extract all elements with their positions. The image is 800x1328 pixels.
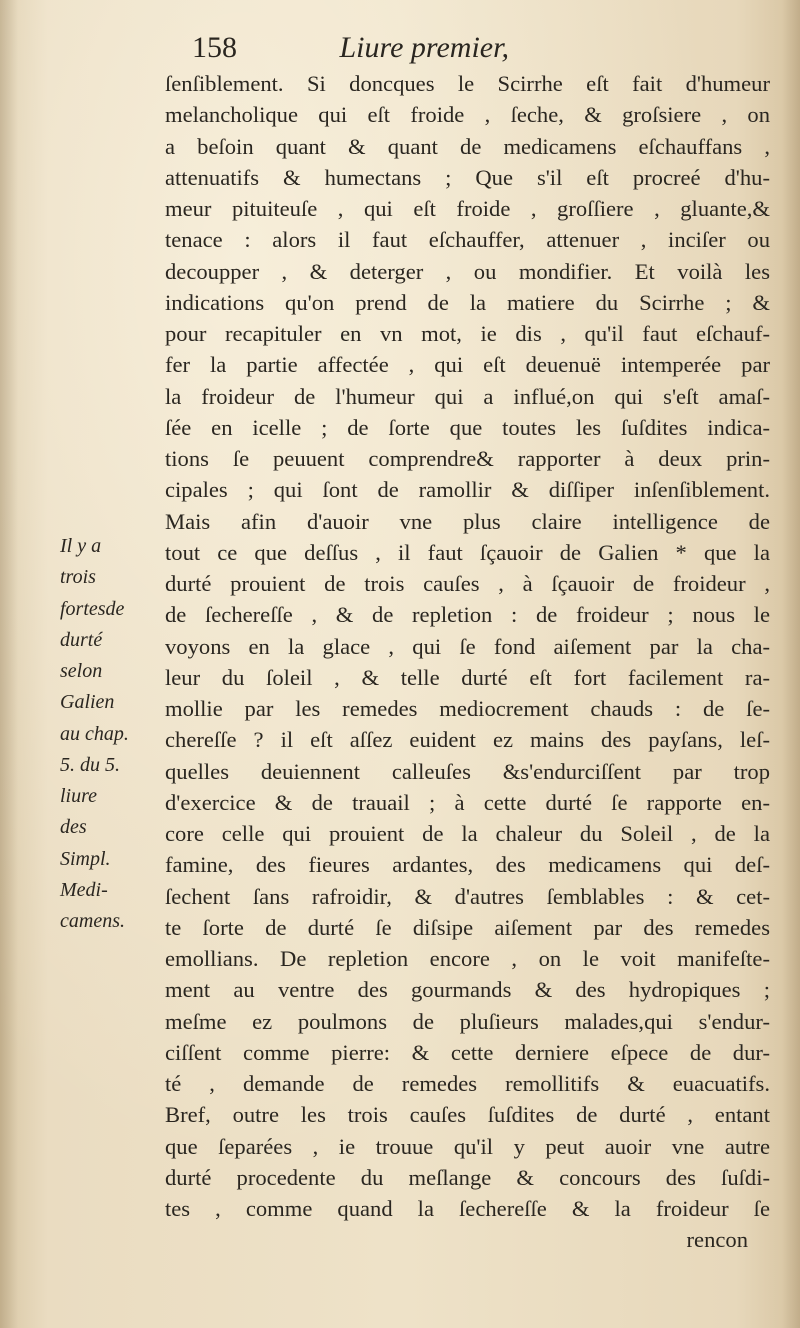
- text-line: voyons en la glace , qui ſe fond aiſement par la cha-: [165, 633, 770, 659]
- text-line: de ſechereſſe , & de repletion : de froideur ; nous le: [165, 602, 770, 628]
- margin-note-line: trois: [60, 566, 96, 589]
- margin-note-line: Galien: [60, 691, 115, 714]
- text-line: té , demande de remedes remollitifs & euacuatifs.: [165, 1071, 770, 1096]
- text-line: Mais afin d'auoir vne plus claire intelligence de: [165, 508, 770, 534]
- text-line: meur pituiteuſe , qui eſt froide , groſſiere , gluante,&: [165, 196, 770, 221]
- text-line: fer la partie affectée , qui eſt deuenuë intemperée par: [165, 352, 770, 378]
- text-line: ſenſiblement. Si doncques le Scirrhe eſt fait d'humeur: [165, 71, 770, 96]
- text-line: durté procedente du meſlange & concours des ſuſdi-: [165, 1164, 770, 1190]
- margin-note-line: 5. du 5.: [60, 753, 120, 776]
- text-line: tes , comme quand la ſechereſſe & la froideur ſe: [165, 1196, 770, 1221]
- text-line: te ſorte de durté ſe diſsipe aiſement par des remedes: [165, 914, 770, 940]
- text-line: leur du ſoleil , & telle durté eſt fort facilement ra-: [165, 664, 770, 690]
- body-text: [165, 68, 770, 1256]
- page-number: 158: [192, 31, 237, 64]
- text-line: indications qu'on prend de la matiere du Scirrhe ; &: [165, 289, 770, 315]
- text-line: attenuatifs & humectans ; Que s'il eſt procreé d'hu-: [165, 164, 770, 190]
- text-line: pour recapituler en vn mot, ie dis , qu'il faut eſchauf-: [165, 321, 770, 346]
- text-line: emollians. De repletion encore , on le voit manifeſte-: [165, 946, 770, 971]
- text-line: d'exercice & de trauail ; à cette durté ſe rapporte en-: [165, 789, 770, 815]
- text-line: famine, des fieures ardantes, des medicamens qui deſ-: [165, 852, 770, 878]
- text-line: ſechent ſans rafroidir, & d'autres ſemblables : & cet-: [165, 883, 770, 909]
- text-line: ment au ventre des gourmands & des hydropiques ;: [165, 977, 770, 1003]
- page-edge-shadow-right: [782, 0, 800, 1328]
- margin-note-line: camens.: [60, 910, 125, 932]
- text-line: tions ſe peuuent comprendre& rapporter à deux prin-: [165, 446, 770, 471]
- text-line: core celle qui prouient de la chaleur du Soleil , de la: [165, 821, 770, 846]
- margin-note: [60, 531, 160, 937]
- text-line: decoupper , & deterger , ou mondifier. Et voilà les: [165, 258, 770, 284]
- margin-note-line: au chap.: [60, 722, 129, 745]
- margin-note-line: liure: [60, 785, 98, 807]
- margin-note-line: Simpl.: [60, 847, 111, 870]
- text-line: mollie par les remedes mediocrement chauds : de ſe-: [165, 696, 770, 721]
- text-line: meſme ez poulmons de pluſieurs malades,qui s'endur-: [165, 1008, 770, 1034]
- running-title: Liure premier,: [339, 31, 509, 64]
- text-line: Bref, outre les trois cauſes ſuſdites de durté , entant: [165, 1102, 770, 1128]
- text-line: durté prouient de trois cauſes , à ſçauoir de froideur ,: [165, 571, 770, 596]
- page-edge-shadow-left: [0, 0, 18, 1328]
- margin-note-line: Il y a: [60, 535, 102, 557]
- margin-note-line: selon: [60, 660, 103, 682]
- margin-note-line: Medi-: [60, 878, 108, 901]
- margin-note-line: fortesde: [60, 597, 125, 620]
- text-line: cipales ; qui ſont de ramollir & diſſiper inſenſiblement.: [165, 477, 770, 503]
- text-line: tenace : alors il faut eſchauffer, attenuer , inciſer ou: [165, 227, 770, 253]
- text-line: quelles deuiennent calleuſes &s'endurciſſent par trop: [165, 758, 770, 784]
- text-line: tout ce que deſſus , il faut ſçauoir de Galien * que la: [165, 539, 770, 565]
- text-line: que ſeparées , ie trouue qu'il y peut auoir vne autre: [165, 1133, 770, 1159]
- text-line: melancholique qui eſt froide , ſeche, & groſsiere , on: [165, 102, 770, 128]
- text-line: a beſoin quant & quant de medicamens eſchauffans ,: [165, 133, 770, 159]
- text-line: ſée en icelle ; de ſorte que toutes les ſuſdites indica-: [165, 414, 770, 440]
- text-line: la froideur de l'humeur qui a influé,on qui s'eſt amaſ-: [165, 383, 770, 409]
- text-line: ciſſent comme pierre: & cette derniere eſpece de dur-: [165, 1039, 770, 1065]
- margin-note-line: des: [60, 816, 87, 839]
- margin-note-line: durté: [60, 628, 103, 651]
- catchword: rencon: [686, 1227, 748, 1253]
- text-line: chereſſe ? il eſt aſſez euident ez mains des payſans, leſ-: [165, 727, 770, 753]
- running-header: [192, 30, 509, 66]
